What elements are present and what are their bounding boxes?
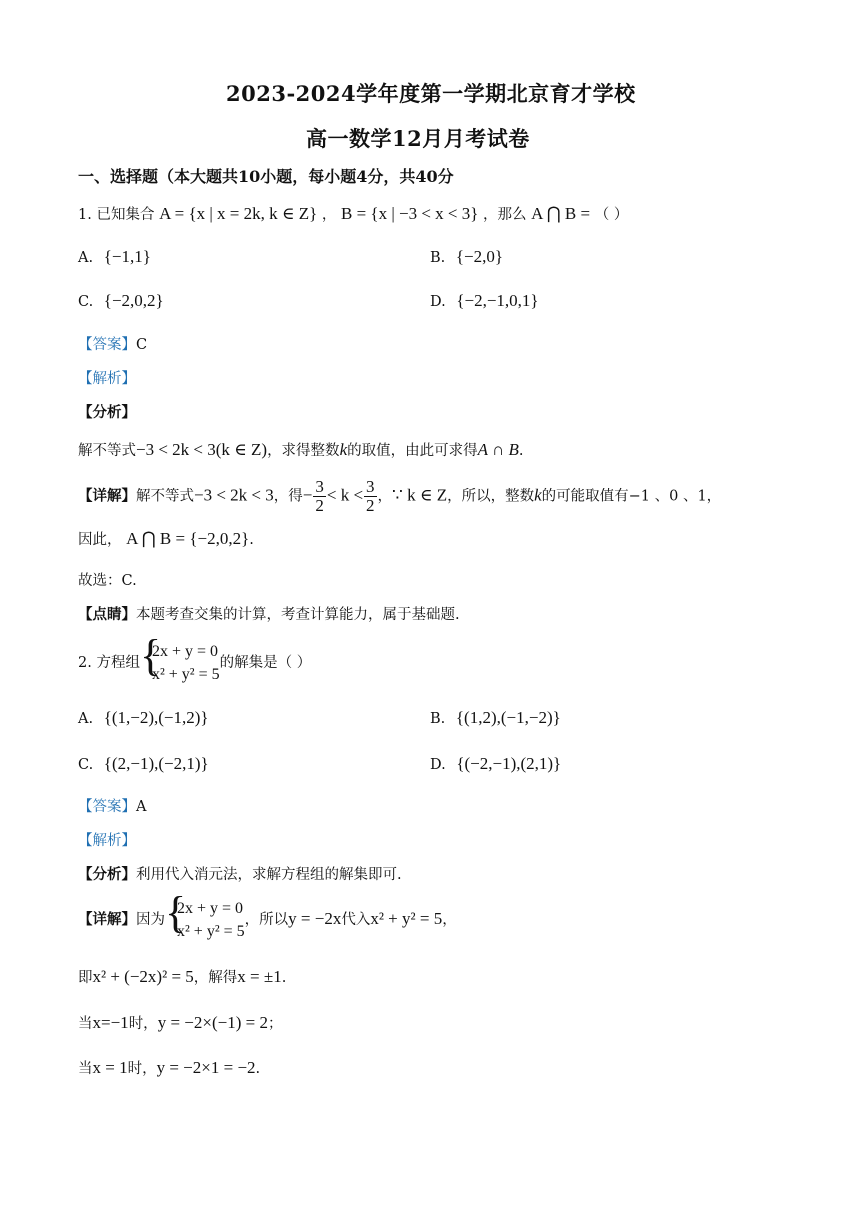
math: k <box>339 440 348 459</box>
q2-option-value: {(1,−2),(−1,2)} <box>103 708 209 727</box>
q2-analysis-tag: 【解析】 <box>78 833 136 849</box>
math: −3 < 2k < 3(k ∈ Z) <box>136 440 268 459</box>
q2-option-label: A. <box>78 711 94 727</box>
text: 时， <box>128 1016 158 1032</box>
math: A ⋂ B = {−2,0,2} <box>126 529 250 548</box>
text: 解不等式 <box>136 488 194 505</box>
q2-stem-suffix: 的解集是（ ） <box>219 655 312 672</box>
q2-stem <box>78 631 312 686</box>
q1-option-b <box>430 247 503 267</box>
page-title-line1: 2023-2024学年度第一学期北京育才学校 <box>226 81 636 106</box>
answer-tag: 【答案】 <box>78 799 136 815</box>
brace-icon: { <box>165 888 187 937</box>
q1-option-label: C. <box>78 294 94 310</box>
q2-fenxi <box>78 863 402 884</box>
q1-option-label: A. <box>78 250 94 266</box>
q1-option-label: D. <box>430 294 446 310</box>
q1-option-value: {−2,0} <box>455 247 504 266</box>
page-title-line2: 高一数学12月月考试卷 <box>306 126 530 151</box>
text: ，所以，整数 <box>447 488 535 505</box>
q2-stem-prefix: 2. 方程组 <box>78 655 140 672</box>
q1-option-d <box>430 291 539 311</box>
text: 因为 <box>136 912 165 929</box>
q2-option-label: B. <box>430 711 446 727</box>
math: x² + (−2x)² = 5 <box>92 967 194 986</box>
math: A ∩ B <box>477 440 519 459</box>
q1-choose: 故选：C. <box>78 573 137 589</box>
q1-fenxi-tag: 【分析】 <box>78 404 136 421</box>
text: 利用代入消元法，求解方程组的解集即可. <box>136 867 402 883</box>
equation-system: { 2x + y = 0 x² + y² = 5 <box>139 631 220 684</box>
q2-line-c <box>78 1057 260 1078</box>
text: 代入 <box>341 912 371 929</box>
text: 当 <box>78 1016 93 1032</box>
q2-xiangjie <box>78 888 457 943</box>
q2-option-c <box>78 754 209 774</box>
q1-stem-suffix: ，那么 <box>483 207 527 223</box>
text: 因此， <box>78 532 122 548</box>
q1-stem <box>78 203 628 224</box>
math: − <box>302 485 313 505</box>
text: 的取值，由此可求得 <box>347 443 478 459</box>
q2-answer <box>78 795 146 816</box>
q2-option-value: {(1,2),(−1,−2)} <box>455 708 561 727</box>
text: ； <box>267 1016 283 1032</box>
q1-xiangjie <box>78 478 721 515</box>
text: 的可能取值有 <box>541 488 629 505</box>
text: −1 、0 、1， <box>628 488 722 505</box>
q1-dianjing <box>78 603 460 624</box>
math: x = ±1 <box>237 967 282 986</box>
q1-option-a <box>78 247 151 267</box>
math: x² + y² = 5 <box>370 909 443 929</box>
answer-tag: 【答案】 <box>78 337 136 353</box>
xiangjie-tag: 【详解】 <box>78 487 136 505</box>
math: x = 1 <box>92 1058 128 1077</box>
q1-expr: A ⋂ B = <box>531 204 591 223</box>
dianjing-tag: 【点睛】 <box>78 606 136 623</box>
fenxi-tag: 【分析】 <box>78 866 136 883</box>
xiangjie-tag: 【详解】 <box>78 911 136 929</box>
q2-line-b <box>78 1012 282 1033</box>
text: ，所以 <box>244 912 289 929</box>
text: . <box>255 1061 261 1077</box>
q1-set-a: A = {x | x = 2k, k ∈ Z} <box>159 204 318 223</box>
q1-xiangjie-line2 <box>78 528 254 549</box>
math: x=−1 <box>92 1013 129 1032</box>
q2-option-a <box>78 708 209 728</box>
q2-option-label: D. <box>430 757 446 773</box>
fraction: $\frac{3}{2}$ <box>315 477 324 515</box>
text: ，解得 <box>193 970 238 986</box>
q2-line-a <box>78 966 286 987</box>
answer-value: A <box>136 799 147 815</box>
q1-option-value: {−1,1} <box>103 247 151 266</box>
text: 解不等式 <box>78 443 136 459</box>
section-heading: 一、选择题（本大题共10小题，每小题4分，共40分 <box>78 167 454 186</box>
text: . <box>518 443 524 459</box>
q1-fenxi <box>78 439 523 460</box>
text: 本题考查交集的计算，考查计算能力，属于基础题. <box>136 607 460 623</box>
q1-answer <box>78 333 147 354</box>
q1-option-value: {−2,−1,0,1} <box>456 291 539 310</box>
q1-analysis-tag: 【解析】 <box>78 371 136 387</box>
text: . <box>281 970 287 986</box>
q2-option-label: C. <box>78 757 94 773</box>
fraction: $\frac{3}{2}$ <box>366 477 375 515</box>
brace-icon: { <box>139 631 162 680</box>
q2-option-value: {(2,−1),(−2,1)} <box>103 754 209 773</box>
math: < k < <box>326 485 364 505</box>
q1-stem-prefix: 1. 已知集合 <box>78 207 155 223</box>
answer-value: C <box>136 337 148 353</box>
q2-option-d <box>430 754 561 774</box>
q2-option-b <box>430 708 561 728</box>
q1-option-value: {−2,0,2} <box>103 291 164 310</box>
text: ，求得整数 <box>267 443 340 459</box>
q1-set-b: B = {x | −3 < x < 3} <box>341 204 479 223</box>
equation-system: { 2x + y = 0 x² + y² = 5 <box>165 888 245 941</box>
math: y = −2×(−1) = 2 <box>157 1013 268 1032</box>
text: 当 <box>78 1061 93 1077</box>
text: 时， <box>127 1061 157 1077</box>
math: y = −2x <box>288 909 342 929</box>
text: ， <box>377 488 393 505</box>
q1-option-c <box>78 291 164 311</box>
text: ， <box>442 912 457 929</box>
math: −3 < 2k < 3 <box>194 485 274 505</box>
q2-option-value: {(−2,−1),(2,1)} <box>456 754 562 773</box>
q1-comma: ， <box>321 207 337 223</box>
text: ，得 <box>273 488 303 505</box>
math: ∵ k ∈ Z <box>392 485 448 505</box>
q1-paren: （ ） <box>594 207 629 223</box>
math: y = −2×1 = −2 <box>156 1058 256 1077</box>
text: 即 <box>78 970 93 986</box>
math: k <box>534 485 542 505</box>
text: . <box>249 532 254 548</box>
q1-option-label: B. <box>430 250 446 266</box>
